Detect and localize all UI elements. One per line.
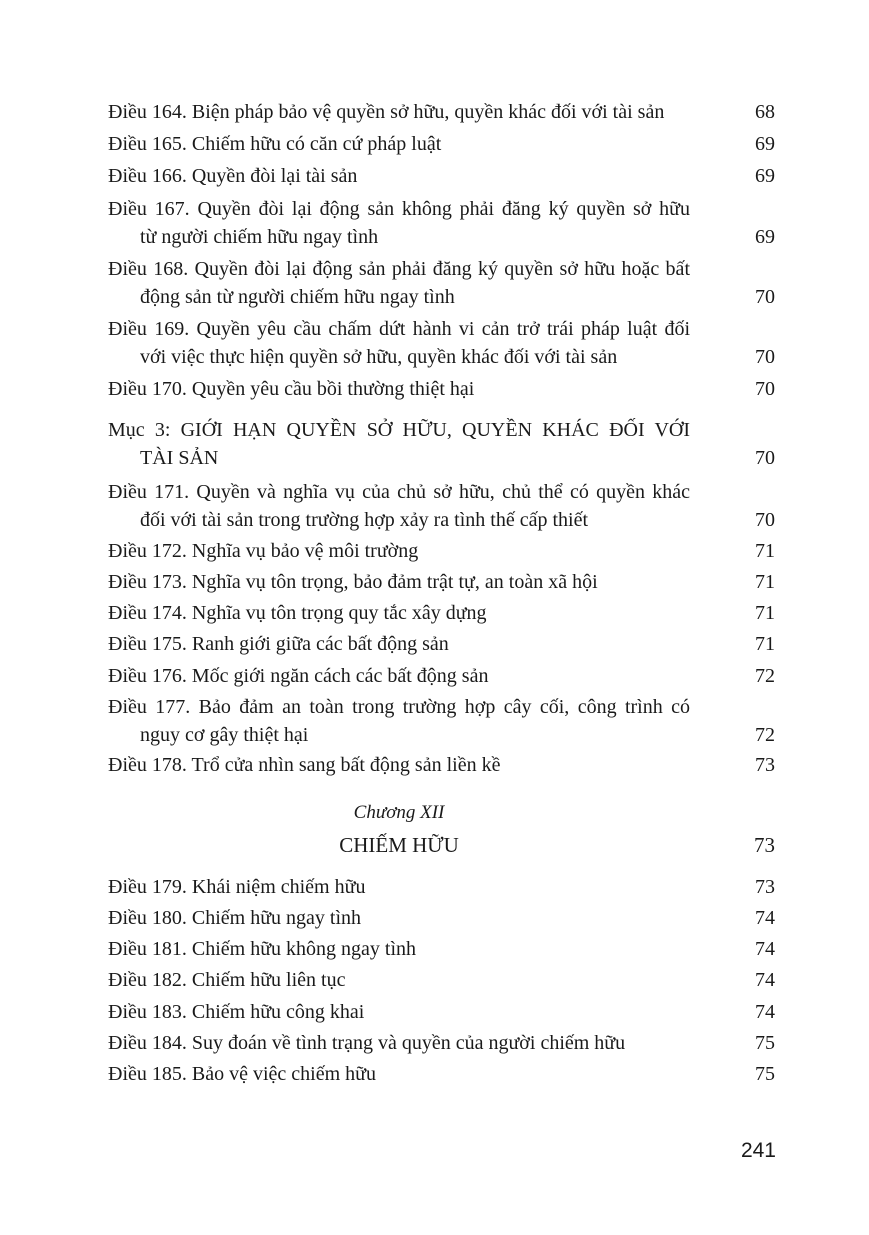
toc-entry-title-line1: Điều 167. Quyền đòi lại động sản không phải đăng ký quyền sở hữu bbox=[108, 198, 690, 220]
toc-entry-page: 75 bbox=[755, 1032, 775, 1054]
toc-entry[interactable] bbox=[108, 537, 775, 565]
toc-entry-page: 71 bbox=[755, 540, 775, 562]
toc-entry-title: Điều 179. Khái niệm chiếm hữu bbox=[108, 876, 366, 898]
toc-entry-page: 70 bbox=[755, 286, 775, 308]
toc-entry-title-line1: Điều 169. Quyền yêu cầu chấm dứt hành vi cản trở trái pháp luật đối bbox=[108, 318, 690, 340]
toc-entry-title: Điều 166. Quyền đòi lại tài sản bbox=[108, 165, 358, 187]
toc-entry-title-line2: nguy cơ gây thiệt hại bbox=[140, 724, 309, 746]
toc-section-title-line2: TÀI SẢN bbox=[140, 447, 219, 469]
toc-entry-title: Điều 180. Chiếm hữu ngay tình bbox=[108, 907, 362, 929]
toc-entry-title: Điều 164. Biện pháp bảo vệ quyền sở hữu, quyền khác đối với tài sản bbox=[108, 101, 665, 123]
toc-entry[interactable] bbox=[108, 255, 775, 311]
toc-entry-page: 69 bbox=[755, 226, 775, 248]
toc-entry-title: Điều 174. Nghĩa vụ tôn trọng quy tắc xây dựng bbox=[108, 602, 487, 624]
toc-entry-title-line2: động sản từ người chiếm hữu ngay tình bbox=[140, 286, 455, 308]
toc-entry-title: Điều 165. Chiếm hữu có căn cứ pháp luật bbox=[108, 133, 442, 155]
toc-entry[interactable] bbox=[108, 315, 775, 371]
toc-entry[interactable] bbox=[108, 599, 775, 627]
toc-entry[interactable] bbox=[108, 662, 775, 690]
toc-entry-page: 75 bbox=[755, 1063, 775, 1085]
toc-entry-title: Điều 170. Quyền yêu cầu bồi thường thiệt hại bbox=[108, 378, 475, 400]
toc-entry-title: Điều 182. Chiếm hữu liên tục bbox=[108, 969, 346, 991]
toc-entry-page: 73 bbox=[755, 754, 775, 776]
toc-entry-title: Điều 183. Chiếm hữu công khai bbox=[108, 1001, 365, 1023]
toc-entry-title: Điều 175. Ranh giới giữa các bất động sản bbox=[108, 633, 449, 655]
toc-entry-page: 71 bbox=[755, 633, 775, 655]
toc-entry[interactable] bbox=[108, 130, 775, 158]
toc-entry-page: 70 bbox=[755, 509, 775, 531]
toc-entry-title: Điều 181. Chiếm hữu không ngay tình bbox=[108, 938, 417, 960]
toc-entry[interactable] bbox=[108, 693, 775, 749]
toc-entry-page: 68 bbox=[755, 101, 775, 123]
toc-entry[interactable] bbox=[108, 935, 775, 963]
toc-entry[interactable] bbox=[108, 375, 775, 403]
toc-entry[interactable] bbox=[108, 966, 775, 994]
toc-entry[interactable] bbox=[108, 873, 775, 901]
chapter-label: Chương XII bbox=[353, 802, 445, 823]
chapter-title: CHIẾM HỮU bbox=[339, 833, 459, 857]
toc-entry[interactable] bbox=[108, 195, 775, 251]
toc-entry-page: 74 bbox=[755, 907, 775, 929]
toc-entry-page: 70 bbox=[755, 346, 775, 368]
toc-entry-page: 71 bbox=[755, 602, 775, 624]
toc-entry[interactable] bbox=[108, 998, 775, 1026]
toc-entry-page: 74 bbox=[755, 1001, 775, 1023]
toc-entry-title-line2: đối với tài sản trong trường hợp xảy ra tình thế cấp thiết bbox=[140, 509, 589, 531]
toc-entry[interactable] bbox=[108, 478, 775, 534]
toc-entry-page: 70 bbox=[755, 378, 775, 400]
toc-entry[interactable] bbox=[108, 1060, 775, 1088]
toc-entry-title-line1: Điều 171. Quyền và nghĩa vụ của chủ sở hữu, chủ thể có quyền khác bbox=[108, 481, 690, 503]
toc-entry-title-line1: Điều 177. Bảo đảm an toàn trong trường hợp cây cối, công trình có bbox=[108, 696, 690, 718]
toc-section-title-line1: Mục 3: GIỚI HẠN QUYỀN SỞ HỮU, QUYỀN KHÁC ĐỐI VỚI bbox=[108, 419, 690, 441]
toc-entry-title: Điều 184. Suy đoán về tình trạng và quyền của người chiếm hữu bbox=[108, 1032, 626, 1054]
toc-entry[interactable] bbox=[108, 568, 775, 596]
toc-entry[interactable] bbox=[108, 162, 775, 190]
toc-entry-title: Điều 173. Nghĩa vụ tôn trọng, bảo đảm trật tự, an toàn xã hội bbox=[108, 571, 598, 593]
toc-entry-page: 72 bbox=[755, 665, 775, 687]
toc-entry-page: 73 bbox=[755, 876, 775, 898]
toc-entry-title: Điều 176. Mốc giới ngăn cách các bất động sản bbox=[108, 665, 489, 687]
toc-entry-title-line2: với việc thực hiện quyền sở hữu, quyền khác đối với tài sản bbox=[140, 346, 618, 368]
toc-entry-title: Điều 185. Bảo vệ việc chiếm hữu bbox=[108, 1063, 376, 1085]
toc-entry-page: 74 bbox=[755, 969, 775, 991]
toc-entry-page: 74 bbox=[755, 938, 775, 960]
toc-entry[interactable] bbox=[108, 98, 775, 126]
toc-entry-page: 69 bbox=[755, 165, 775, 187]
toc-entry-title-line1: Điều 168. Quyền đòi lại động sản phải đăng ký quyền sở hữu hoặc bất bbox=[108, 258, 690, 280]
toc-entry-page: 72 bbox=[755, 724, 775, 746]
toc-entry-title: Điều 178. Trổ cửa nhìn sang bất động sản liền kề bbox=[108, 754, 501, 776]
toc-entry-title: Điều 172. Nghĩa vụ bảo vệ môi trường bbox=[108, 540, 419, 562]
toc-section[interactable] bbox=[108, 416, 775, 472]
toc-entry[interactable] bbox=[108, 751, 775, 779]
toc-entry-title-line2: từ người chiếm hữu ngay tình bbox=[140, 226, 379, 248]
page-number: 241 bbox=[740, 1139, 776, 1162]
toc-entry-page: 69 bbox=[755, 133, 775, 155]
toc-entry[interactable] bbox=[108, 1029, 775, 1057]
toc-entry[interactable] bbox=[108, 904, 775, 932]
toc-entry-page: 71 bbox=[755, 571, 775, 593]
toc-section-page: 70 bbox=[755, 447, 775, 469]
chapter-page: 73 bbox=[754, 833, 775, 857]
toc-entry[interactable] bbox=[108, 630, 775, 658]
